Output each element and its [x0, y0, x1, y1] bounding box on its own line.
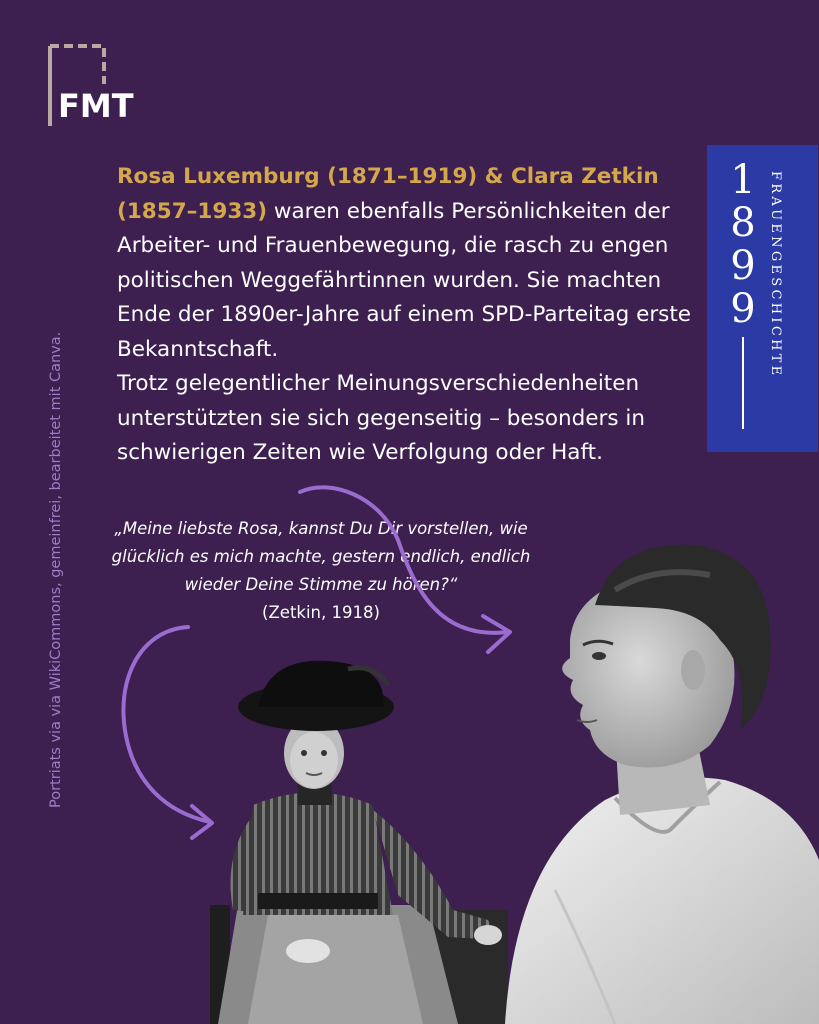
quote-source: (Zetkin, 1918) [262, 603, 380, 622]
category-label: FRAUENGESCHICHTE [768, 171, 783, 379]
paragraph-1-text: waren ebenfalls Persönlichkeiten der Arbeiter- und Frauenbewegung, die rasch zu engen politischen Weggefährtinnen wurden. Sie machten Ende der 1890er-Jahre auf einem SPD-Parteitag erste Bekanntschaft. [117, 198, 692, 362]
portrait-rosa-luxemburg [495, 530, 819, 1024]
dates-highlight: (1857–1933) [117, 198, 268, 224]
quote-text: „Meine liebste Rosa, kannst Du Dir vorstellen, wie glücklich es mich machte, gestern endlich, endlich wieder Deine Stimme zu hören?“ [111, 519, 531, 594]
portrait-clara-zetkin [198, 655, 508, 1024]
logo-text: FMT [58, 87, 134, 125]
paragraph-2: Trotz gelegentlicher Meinungsverschiedenheiten unterstützten sie sich gegenseitig – besonders in schwierigen Zeiten wie Verfolgung oder Haft. [117, 371, 645, 465]
arrow-right-icon [300, 487, 508, 633]
year-digit: 9 [730, 243, 756, 289]
year-digit: 8 [730, 200, 756, 246]
year-digit: 1 [730, 157, 756, 203]
photo-credit: Portriats via via WikiCommons, gemeinfrei, bearbeitet mit Canva. [48, 331, 64, 808]
year-digit: 9 [730, 286, 756, 332]
names-highlight: Rosa Luxemburg (1871–1919) & Clara Zetkin [117, 164, 659, 189]
arrow-left-icon [123, 627, 210, 822]
